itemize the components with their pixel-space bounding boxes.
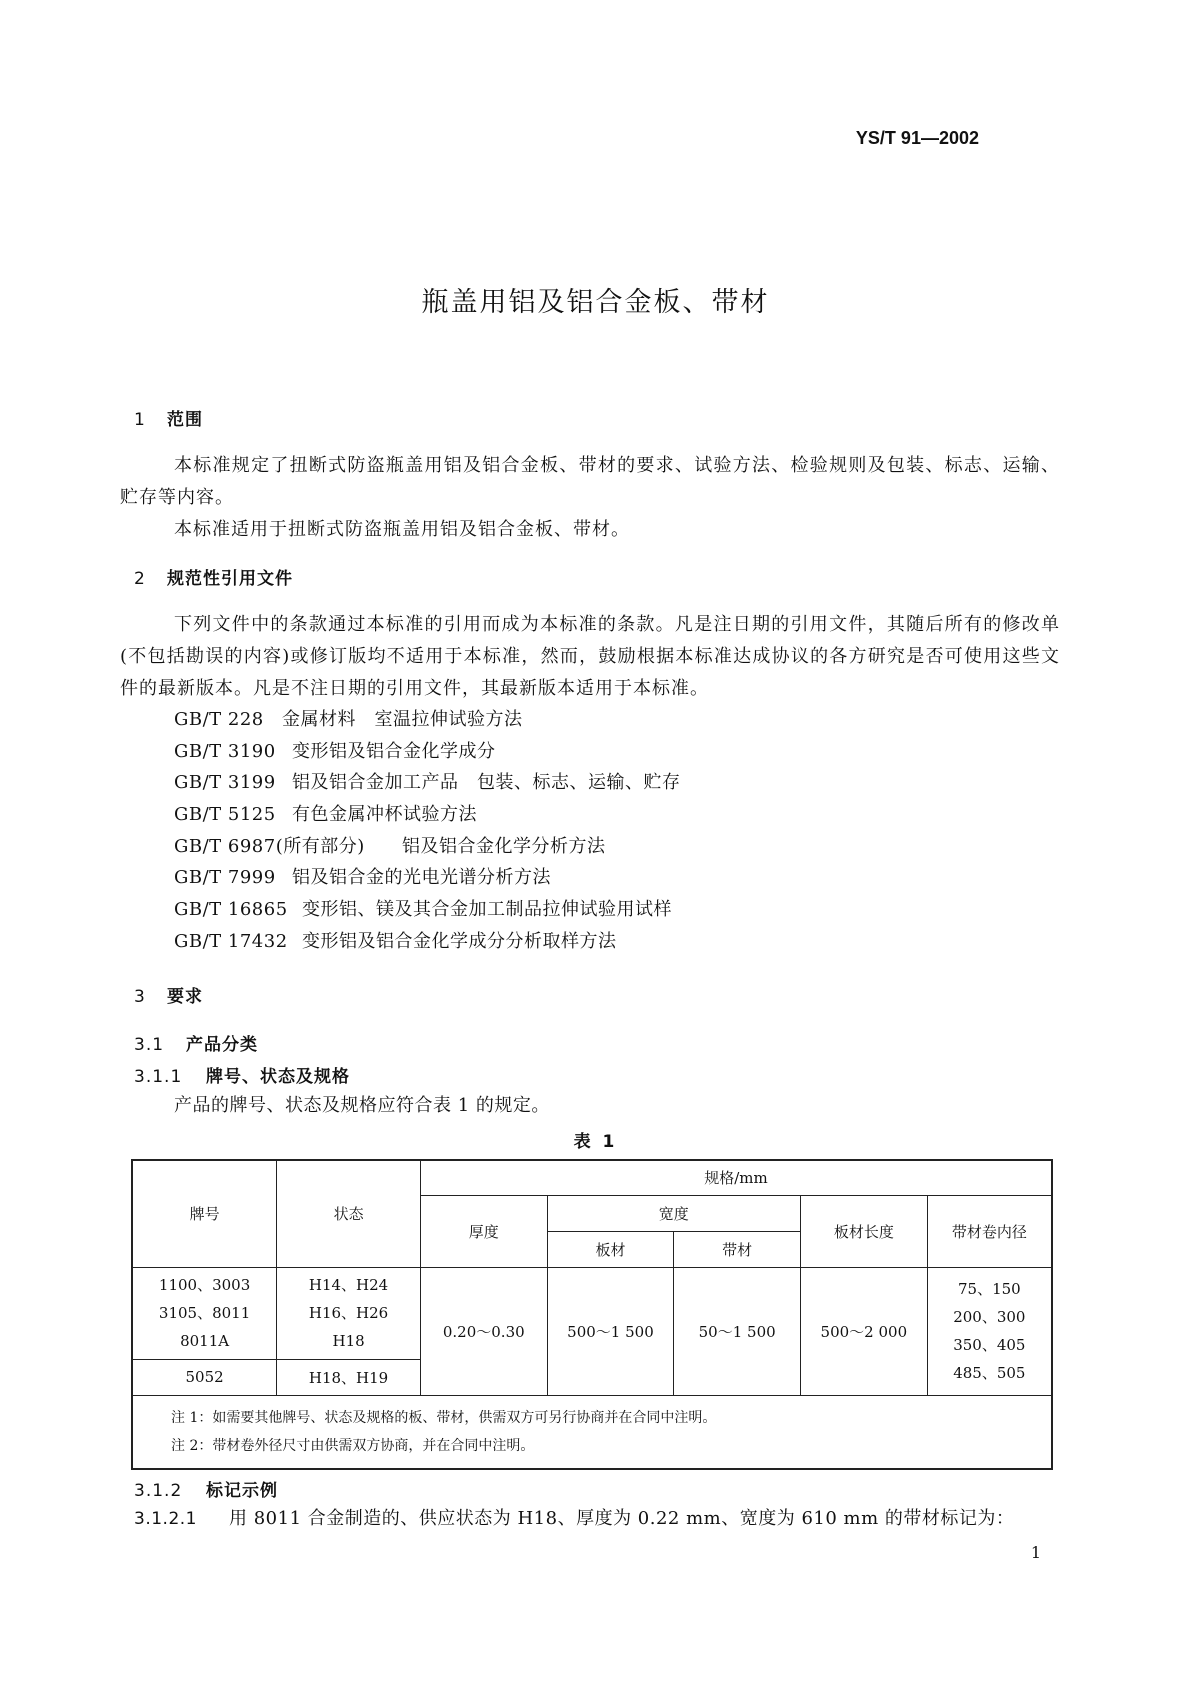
plate-width-cell: 500～1 500 xyxy=(547,1267,674,1395)
reference-name: 铝及铝合金的光电光谱分析方法 xyxy=(292,867,551,888)
section-3-heading xyxy=(134,982,203,1007)
table-notes xyxy=(132,1395,1052,1469)
paragraph: 本标准适用于扭断式防盗瓶盖用铝及铝合金板、带材。 xyxy=(174,519,630,540)
grade-value: 1100、3003 xyxy=(158,1276,251,1294)
grade-value: 3105、8011 xyxy=(158,1304,251,1322)
reference-code: GB/T 16865 xyxy=(174,899,288,920)
reference-name: 有色金属冲杯试验方法 xyxy=(292,804,477,825)
plate-length-cell: 500～2 000 xyxy=(801,1267,928,1395)
reference-code: GB/T 3199 xyxy=(174,772,276,793)
strip-width-cell: 50～1 500 xyxy=(674,1267,801,1395)
reference-code: GB/T 3190 xyxy=(174,741,276,762)
section-title: 要求 xyxy=(167,987,203,1007)
clause-text: 用 8011 合金制造的、供应状态为 H18、厚度为 0.22 mm、宽度为 610 mm 的带材标记为： xyxy=(229,1508,1015,1529)
reference-item xyxy=(174,927,617,953)
section-2-heading xyxy=(134,564,293,589)
reference-code: GB/T 7999 xyxy=(174,867,276,888)
reference-name: 金属材料 室温拉伸试验方法 xyxy=(282,709,523,730)
reference-name: 铝及铝合金化学分析方法 xyxy=(402,836,606,857)
header-temper: 状态 xyxy=(277,1160,421,1267)
section-number: 3.1.1 xyxy=(134,1067,183,1087)
reference-code: GB/T 6987(所有部分) xyxy=(174,836,365,857)
coil-id-value: 200、300 xyxy=(953,1308,1026,1326)
table-caption: 表 1 xyxy=(573,1132,618,1152)
coil-inner-diameter-cell xyxy=(927,1267,1052,1395)
standard-number: YS/T 91—2002 xyxy=(855,128,979,148)
spec-table xyxy=(131,1159,1053,1470)
section-number: 3 xyxy=(134,987,146,1007)
reference-code: GB/T 228 xyxy=(174,709,264,730)
section-3-1-1-heading xyxy=(134,1062,350,1087)
section-number: 1 xyxy=(134,410,146,430)
reference-item xyxy=(174,737,496,763)
reference-name: 变形铝及铝合金化学成分分析取样方法 xyxy=(302,931,617,952)
table-note: 注 2：带材卷外径尺寸由供需双方协商，并在合同中注明。 xyxy=(171,1437,535,1454)
grade-cell xyxy=(132,1267,277,1359)
section-number: 3.1.2 xyxy=(134,1481,183,1501)
reference-name: 变形铝、镁及其合金加工制品拉伸试验用试样 xyxy=(302,899,672,920)
reference-item xyxy=(174,800,477,826)
header-spec: 规格/mm xyxy=(420,1160,1052,1195)
reference-name: 铝及铝合金加工产品 包装、标志、运输、贮存 xyxy=(292,772,681,793)
reference-code: GB/T 17432 xyxy=(174,931,288,952)
header-thickness: 厚度 xyxy=(420,1195,547,1267)
section-number: 3.1.2.1 xyxy=(134,1509,197,1529)
coil-id-value: 75、150 xyxy=(957,1280,1021,1298)
section-title: 规范性引用文件 xyxy=(167,569,293,589)
reference-item xyxy=(174,895,672,921)
reference-item xyxy=(174,832,606,858)
section-title: 标记示例 xyxy=(206,1481,278,1501)
reference-item xyxy=(174,768,681,794)
page-number: 1 xyxy=(1030,1543,1041,1562)
paragraph: 下列文件中的条款通过本标准的引用而成为本标准的条款。凡是注日期的引用文件，其随后所有的修改单(不包括勘误的内容)或修订版均不适用于本标准，然而，鼓励根据本标准达成协议的各方研究是否可使用这些文件的最新版本。凡是不注日期的引用文件，其最新版本适用于本标准。 xyxy=(120,614,1060,699)
header-plate: 板材 xyxy=(547,1231,674,1267)
temper-cell: H18、H19 xyxy=(277,1359,421,1395)
coil-id-value: 485、505 xyxy=(953,1364,1026,1382)
header-grade: 牌号 xyxy=(132,1160,277,1267)
header-width: 宽度 xyxy=(547,1195,800,1231)
header-plate-length: 板材长度 xyxy=(801,1195,928,1267)
section-title: 牌号、状态及规格 xyxy=(206,1067,350,1087)
temper-value: H14、H24 xyxy=(308,1276,389,1294)
paragraph: 本标准规定了扭断式防盗瓶盖用铝及铝合金板、带材的要求、试验方法、检验规则及包装、标志、运输、贮存等内容。 xyxy=(120,455,1060,508)
section-1-heading xyxy=(134,405,203,430)
document-title: 瓶盖用铝及铝合金板、带材 xyxy=(421,287,770,318)
paragraph: 产品的牌号、状态及规格应符合表 1 的规定。 xyxy=(174,1095,550,1116)
thickness-cell: 0.20～0.30 xyxy=(420,1267,547,1395)
temper-value: H18 xyxy=(332,1332,365,1350)
temper-cell xyxy=(277,1267,421,1359)
grade-value: 8011A xyxy=(180,1332,230,1350)
section-3-1-heading xyxy=(134,1030,258,1055)
reference-code: GB/T 5125 xyxy=(174,804,276,825)
reference-item xyxy=(174,705,523,731)
grade-cell: 5052 xyxy=(132,1359,277,1395)
temper-value: H16、H26 xyxy=(308,1304,389,1322)
section-3-1-2-heading xyxy=(134,1476,278,1501)
reference-item xyxy=(174,863,551,889)
table-note: 注 1：如需要其他牌号、状态及规格的板、带材，供需双方可另行协商并在合同中注明。 xyxy=(171,1409,717,1426)
section-number: 3.1 xyxy=(134,1035,165,1055)
clause-3-1-2-1 xyxy=(134,1504,1014,1530)
header-strip: 带材 xyxy=(674,1231,801,1267)
section-title: 产品分类 xyxy=(186,1035,258,1055)
reference-name: 变形铝及铝合金化学成分 xyxy=(292,741,496,762)
section-number: 2 xyxy=(134,569,146,589)
header-coil-inner-diameter: 带材卷内径 xyxy=(927,1195,1052,1267)
section-title: 范围 xyxy=(167,410,203,430)
coil-id-value: 350、405 xyxy=(953,1336,1026,1354)
